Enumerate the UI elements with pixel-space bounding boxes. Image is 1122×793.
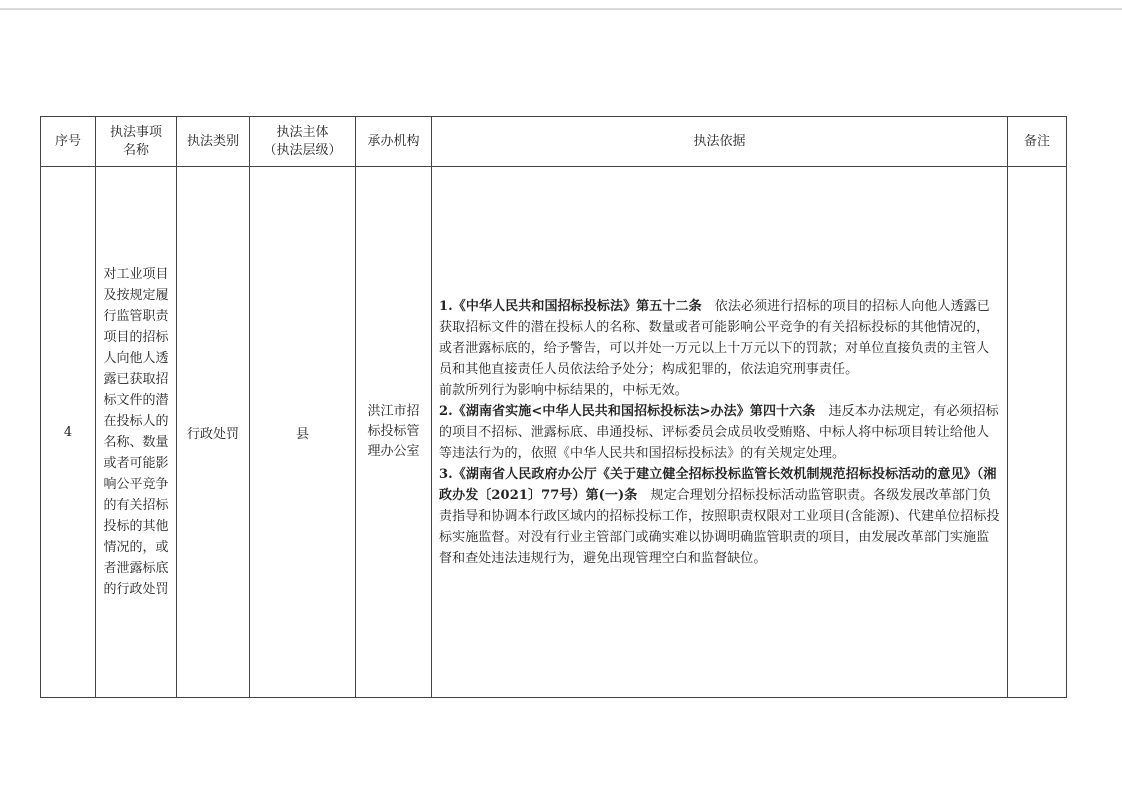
header-subject xyxy=(250,117,356,167)
row-category: 行政处罚 xyxy=(177,167,250,698)
header-category: 执法类别 xyxy=(177,117,250,167)
item-line: 情况的，或 xyxy=(103,540,169,555)
header-remarks: 备注 xyxy=(1008,117,1067,167)
row-org xyxy=(356,167,432,698)
org-line: 标投标管 xyxy=(367,424,420,439)
item-line: 响公平竞争 xyxy=(103,477,169,492)
table-row xyxy=(41,167,1067,698)
item-line: 的行政处罚 xyxy=(103,582,169,597)
law-enforcement-table xyxy=(40,116,1067,698)
row-item xyxy=(96,167,177,698)
basis-paragraph xyxy=(439,380,1001,401)
header-item-line: 执法事项 xyxy=(109,124,162,140)
basis-title: 1.《中华人民共和国招标投标法》第五十二条 xyxy=(439,298,702,314)
header-item-line: 名称 xyxy=(122,142,149,158)
basis-title: 2.《湖南省实施<中华人民共和国招标投标法>办法》第四十六条 xyxy=(439,403,816,419)
item-line: 对工业项目 xyxy=(103,267,169,282)
basis-text: 依法必须进行招标的项目的招标人向他人透露已获取招标文件的潜在投标人的名称、数量或者可能影响公平竞争的有关招标投标的其他情况的，或者泄露标底的，给予警告，可以并处一万元以上十万元以下的罚款；对单位直接负责的主管人员和其他直接责任人员依法给予处分；构成犯罪的，依法追究刑事责任。 xyxy=(439,298,990,377)
item-line: 人向他人透 xyxy=(103,351,169,366)
item-line: 在投标人的 xyxy=(103,414,169,429)
header-item xyxy=(96,117,177,167)
item-line: 露已获取招 xyxy=(103,372,169,387)
item-line: 项目的招标 xyxy=(103,330,169,345)
header-seq: 序号 xyxy=(41,117,96,167)
header-basis: 执法依据 xyxy=(432,117,1008,167)
item-line: 的有关招标 xyxy=(103,498,169,513)
header-subject-line: （执法层级） xyxy=(263,142,342,158)
basis-paragraph xyxy=(439,401,1001,464)
row-level: 县 xyxy=(250,167,356,698)
item-line: 标文件的潜 xyxy=(103,393,169,408)
org-line: 理办公室 xyxy=(367,444,420,459)
row-seq: 4 xyxy=(41,167,96,698)
item-line: 投标的其他 xyxy=(103,519,169,534)
item-line: 及按规定履 xyxy=(103,288,169,303)
basis-text: 违反本办法规定，有必须招标的项目不招标、泄露标底、串通投标、评标委员会成员收受贿赂、中标人将中标项目转让给他人等违法行为的，依照《中华人民共和国招标投标法》的有关规定处理。 xyxy=(439,403,999,461)
header-row xyxy=(41,117,1067,167)
basis-paragraph xyxy=(439,464,1001,569)
basis-text: 前款所列行为影响中标结果的，中标无效。 xyxy=(439,382,688,398)
item-line: 者泄露标底 xyxy=(103,561,169,576)
item-line: 行监管职责 xyxy=(103,309,169,324)
row-basis xyxy=(432,167,1008,698)
header-subject-line: 执法主体 xyxy=(276,124,329,140)
basis-paragraph xyxy=(439,296,1001,380)
row-remarks xyxy=(1008,167,1067,698)
scan-edge xyxy=(0,8,1122,10)
item-line: 或者可能影 xyxy=(103,456,169,471)
basis-title: 3.《湖南省人民政府办公厅《关于建立健全招标投标监管长效机制规范招标投标活动的意见》（湘政办发〔2021〕77号）第(一)条 xyxy=(439,466,997,503)
org-line: 洪江市招 xyxy=(367,404,420,419)
item-line: 名称、数量 xyxy=(103,435,169,450)
basis-text: 规定合理划分招标投标活动监管职责。各级发展改革部门负责指导和协调本行政区域内的招标投标工作，按照职责权限对工业项目(含能源)、代建单位招标投标实施监督。对没有行业主管部门或确实难以协调明确监管职责的项目，由发展改革部门实施监督和查处违法违规行为，避免出现管理空白和监督缺位。 xyxy=(439,487,1000,566)
header-org: 承办机构 xyxy=(356,117,432,167)
